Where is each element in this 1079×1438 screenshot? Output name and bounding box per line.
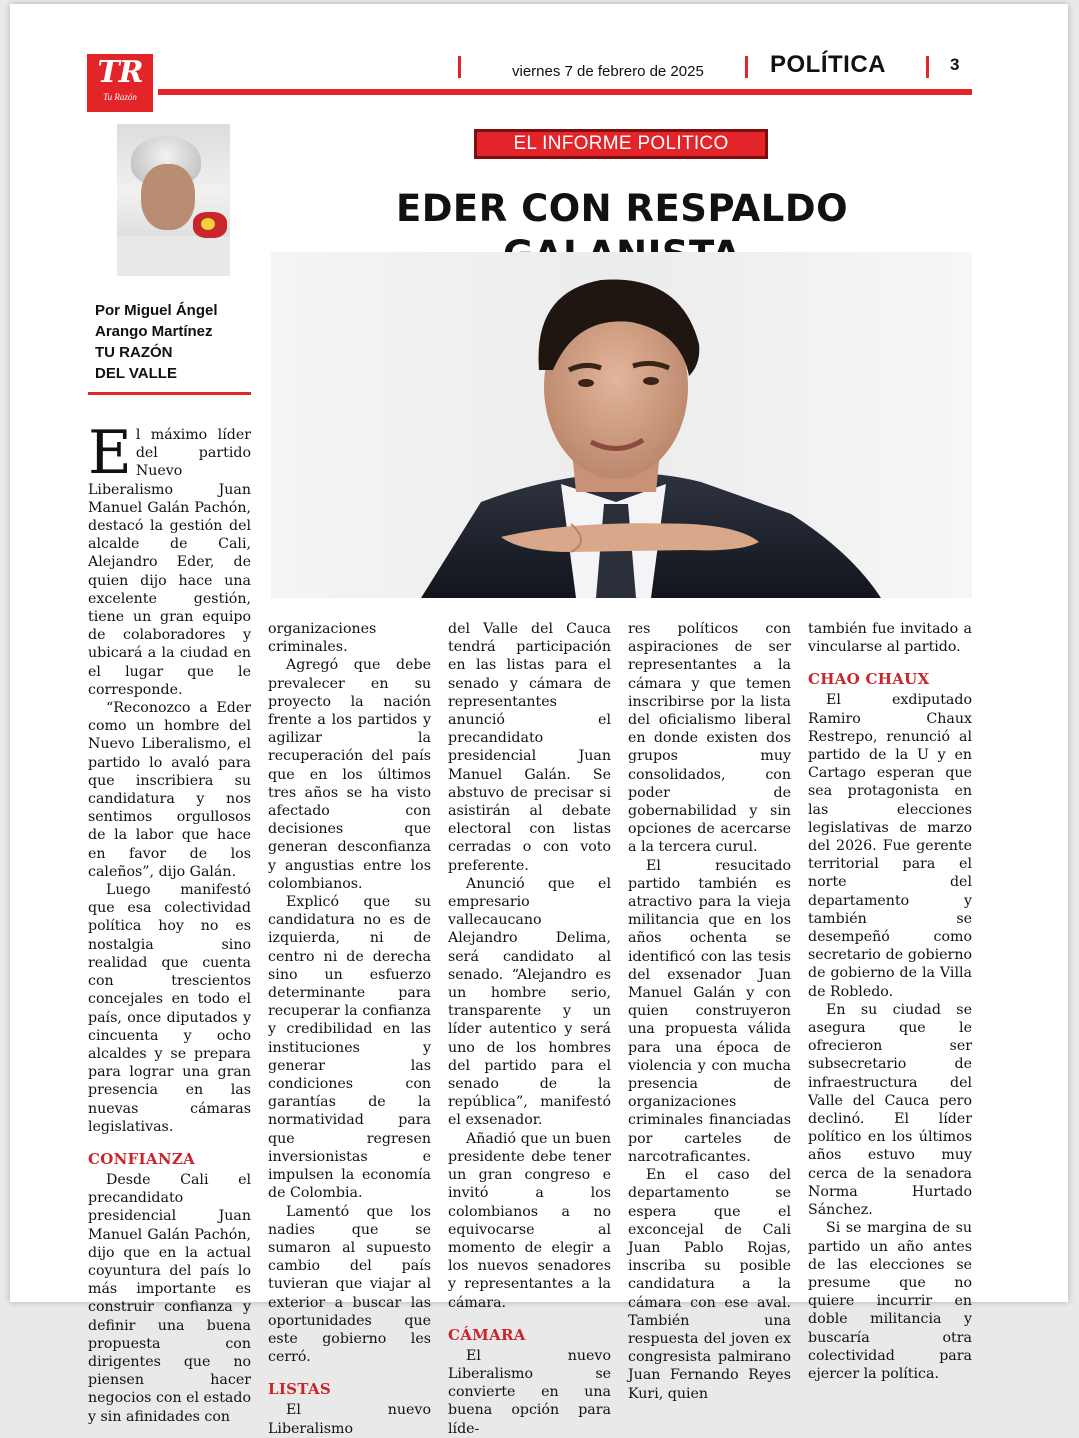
paragraph: El resucitado partido también es atractivo para la vieja militancia que en los años ochenta se identificó con las tesis del exsenador Juan Manuel Galán y con quien construyeron una propuesta válida para una época de violencia y con mucha presencia de organizaciones criminales financiadas por carteles de narcotraficantes. bbox=[628, 857, 791, 1165]
paragraph: también fue invitado a vincularse al partido. bbox=[808, 621, 972, 656]
article-column-3 bbox=[448, 620, 611, 1438]
paragraph: Anunció que el empresario vallecaucano Alejandro Delima, será candidato al senado. “Alejandro es un hombre serio, transparente y un líder autentico y será uno de los hombres del partido para el senado de la república”, manifestó el exsenador. bbox=[448, 875, 611, 1129]
header-divider bbox=[458, 56, 461, 78]
article-column-2 bbox=[268, 620, 431, 1438]
paragraph: En el caso del departamento se espera que el exconcejal de Cali Juan Pablo Rojas, inscriba su posible candidatura a la cámara con ese aval. También una respuesta del joven ex congresista palmirano Juan Fernando Reyes Kuri, quien bbox=[628, 1167, 791, 1402]
paragraph: Si se margina de su partido un año antes de las elecciones se presume que no quiere incurrir en doble militancia y buscaría otra colectividad para ejercer la política. bbox=[808, 1220, 972, 1382]
byline bbox=[95, 300, 218, 384]
subheading-confianza: CONFIANZA bbox=[88, 1149, 196, 1168]
paragraph: Lamentó que los nadies que se sumaron al supuesto cambio del país tuvieran que viajar al exterior a buscar las oportunidades que este gobierno les cerró. bbox=[268, 1203, 431, 1366]
byline-line: Arango Martínez bbox=[95, 323, 213, 340]
header-rule bbox=[158, 89, 972, 95]
paragraph: Luego manifestó que esa colectividad política hoy no es nostalgia sino realidad que cuenta con trescientos concejales en todo el país, once diputados y cincuenta y ocho alcaldes y se prepara para lograr una gran presencia en las nuevas cámaras legislativas. bbox=[88, 882, 251, 1135]
paragraph: l máximo líder del partido Nuevo Liberalismo Juan Manuel Galán Pachón, destacó la gestión del alcalde de Cali, Alejandro Eder, de quien dijo hace una excelente gestión, tiene un gran equipo de colaboradores y ubicará a la ciudad en el lugar que le corresponde. bbox=[88, 427, 251, 698]
paragraph: Agregó que debe prevalecer en su proyecto la nación frente a los partidos y agilizar la recuperación del país que en los últimos tres años se ha visto afectado con decisiones que generan desconfianza y angustias entre los colombianos. bbox=[268, 657, 431, 892]
byline-line: TU RAZÓN bbox=[95, 344, 173, 361]
issue-date: viernes 7 de febrero de 2025 bbox=[512, 63, 704, 80]
logo-letters: TR bbox=[97, 55, 143, 90]
kicker-box bbox=[474, 129, 768, 159]
paragraph: organizaciones criminales. bbox=[268, 621, 377, 656]
drop-cap: E bbox=[88, 418, 132, 488]
paragraph: Explicó que su candidatura no es de izquierda, ni de centro ni de derecha sino un esfuerzo determinante para recuperar la confianza y credibilidad en las instituciones y generar las condiciones con garantías de la normatividad para que regresen inversionistas e impulsen la economía de Colombia. bbox=[268, 894, 431, 1202]
subheading-chao-chaux: CHAO CHAUX bbox=[808, 670, 930, 689]
article-column-5 bbox=[808, 620, 972, 1383]
paragraph: El nuevo Liberalismo se convierte en una buena opción para líde- bbox=[448, 1347, 611, 1437]
logo-subtitle: Tu Razón bbox=[103, 92, 137, 102]
page-number: 3 bbox=[950, 55, 960, 74]
tu-razon-logo bbox=[87, 54, 153, 112]
header-divider bbox=[745, 56, 748, 78]
paragraph: Añadió que un buen presidente debe tener un gran congreso e invitó a los colombianos a no equivocarse al momento de elegir a los nuevos senadores y representantes a la cámara. bbox=[448, 1130, 611, 1311]
subheading-camara: CÁMARA bbox=[448, 1325, 526, 1344]
kicker: EL INFORME POLITICO bbox=[477, 132, 765, 156]
paragraph: El exdiputado Ramiro Chaux Restrepo, renunció al partido de la U y en Cartago esperan que sea protagonista en las elecciones legislativas de marzo del 2026. Fue gerente territorial para el norte del departamento y también se desempeñó como secretario de gobierno de gobierno de la Villa de Robledo. bbox=[808, 692, 972, 1000]
header-divider bbox=[926, 56, 929, 78]
paragraph: “Reconozco a Eder como un hombre del Nuevo Liberalismo, el partido lo avaló para que inscribiera su candidatura y nos sentimos orgullosos de la labor que hace en favor de los caleños”, dijo Galán. bbox=[88, 700, 251, 880]
columnist-photo bbox=[117, 124, 230, 276]
paragraph: El nuevo Liberalismo bbox=[268, 1402, 431, 1437]
headline: EDER CON RESPALDO bbox=[395, 187, 849, 230]
subheading-listas: LISTAS bbox=[268, 1380, 332, 1399]
paragraph: del Valle del Cauca tendrá participación en las listas para el senado y cámara de representantes anunció el precandidato presidencial Juan Manuel Galán. Se abstuvo de precisar si asistirán al debate electoral con listas cerradas o con voto preferente. bbox=[448, 621, 611, 874]
main-photo bbox=[271, 252, 972, 598]
paragraph: Desde Cali el precandidato presidencial Juan Manuel Galán Pachón, dijo que en la actual coyuntura del país lo más importante es construir confianza y definir una buena propuesta con dirigentes que no piensen hacer negocios con el estado y sin afinidades con bbox=[88, 1171, 252, 1425]
byline-rule bbox=[88, 392, 251, 395]
section-name: POLÍTICA bbox=[770, 51, 886, 78]
paragraph: res políticos con aspiraciones de ser representantes a la cámara y que temen inscribirse por la lista del oficialismo liberal en donde existen dos grupos muy consolidados, con poder de gobernabilidad y sin opciones de acercarse a la tercera curul. bbox=[628, 621, 791, 856]
article-column-1 bbox=[88, 418, 252, 1426]
article-column-4 bbox=[628, 620, 791, 1403]
byline-line: Por Miguel Ángel bbox=[95, 302, 218, 319]
paragraph: En su ciudad se asegura que le ofrecieron ser subsecretario de infraestructura del Valle del Cauca pero declinó. El líder político en los últimos años estuvo muy cerca de la senadora Norma Hurtado Sánchez. bbox=[808, 1001, 972, 1219]
byline-line: DEL VALLE bbox=[95, 365, 177, 382]
